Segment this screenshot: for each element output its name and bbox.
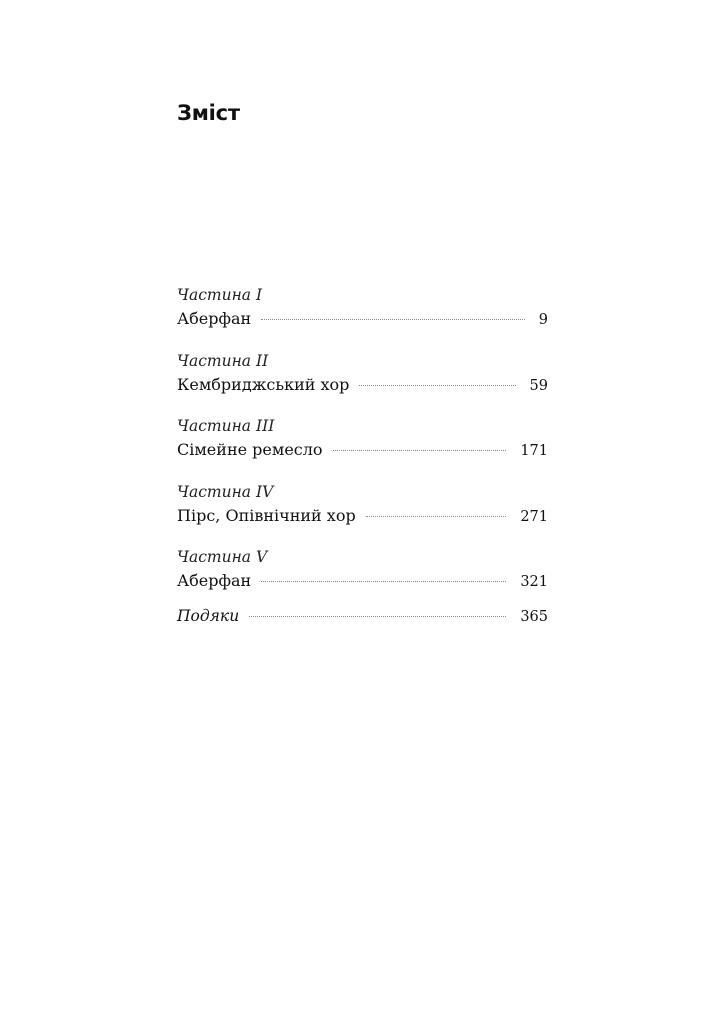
page-number: 9 — [538, 312, 548, 328]
page-number: 321 — [520, 574, 548, 590]
entry-title: Аберфан — [177, 309, 252, 328]
part-label: Частина I — [177, 286, 263, 304]
toc-part-2 — [177, 350, 548, 416]
toc-entry[interactable] — [177, 504, 548, 528]
page-number: 271 — [520, 508, 548, 525]
entry-title: Пірс, Опівнічний хор — [177, 505, 356, 525]
toc-part-3 — [177, 415, 548, 481]
entry-title: Аберфан — [177, 571, 252, 590]
page-number: 59 — [529, 377, 548, 394]
dot-leader — [249, 616, 506, 617]
toc-entry-acknowledgements[interactable] — [177, 604, 548, 628]
page-number: 365 — [520, 608, 548, 625]
toc-entry[interactable] — [177, 438, 548, 462]
page-number: 171 — [520, 443, 548, 459]
toc-entry[interactable] — [177, 307, 548, 331]
dot-leader — [333, 450, 507, 451]
entry-title: Сімейне ремесло — [177, 440, 323, 459]
toc-part-4 — [177, 481, 548, 547]
dot-leader — [366, 516, 507, 517]
table-of-contents — [177, 284, 548, 628]
part-label: Частина V — [177, 548, 268, 566]
dot-leader — [359, 385, 515, 386]
part-label: Частина III — [177, 417, 275, 435]
toc-entry[interactable] — [177, 569, 548, 593]
page-title: Зміст — [177, 101, 240, 125]
entry-title: Подяки — [177, 606, 240, 625]
dot-leader — [261, 581, 506, 582]
entry-title: Кембриджський хор — [177, 374, 350, 394]
toc-part-5 — [177, 546, 548, 612]
toc-part-1 — [177, 284, 548, 350]
dot-leader — [261, 319, 525, 320]
part-label: Частина II — [177, 351, 269, 370]
toc-entry[interactable] — [177, 373, 548, 397]
part-label: Частина IV — [177, 482, 274, 501]
